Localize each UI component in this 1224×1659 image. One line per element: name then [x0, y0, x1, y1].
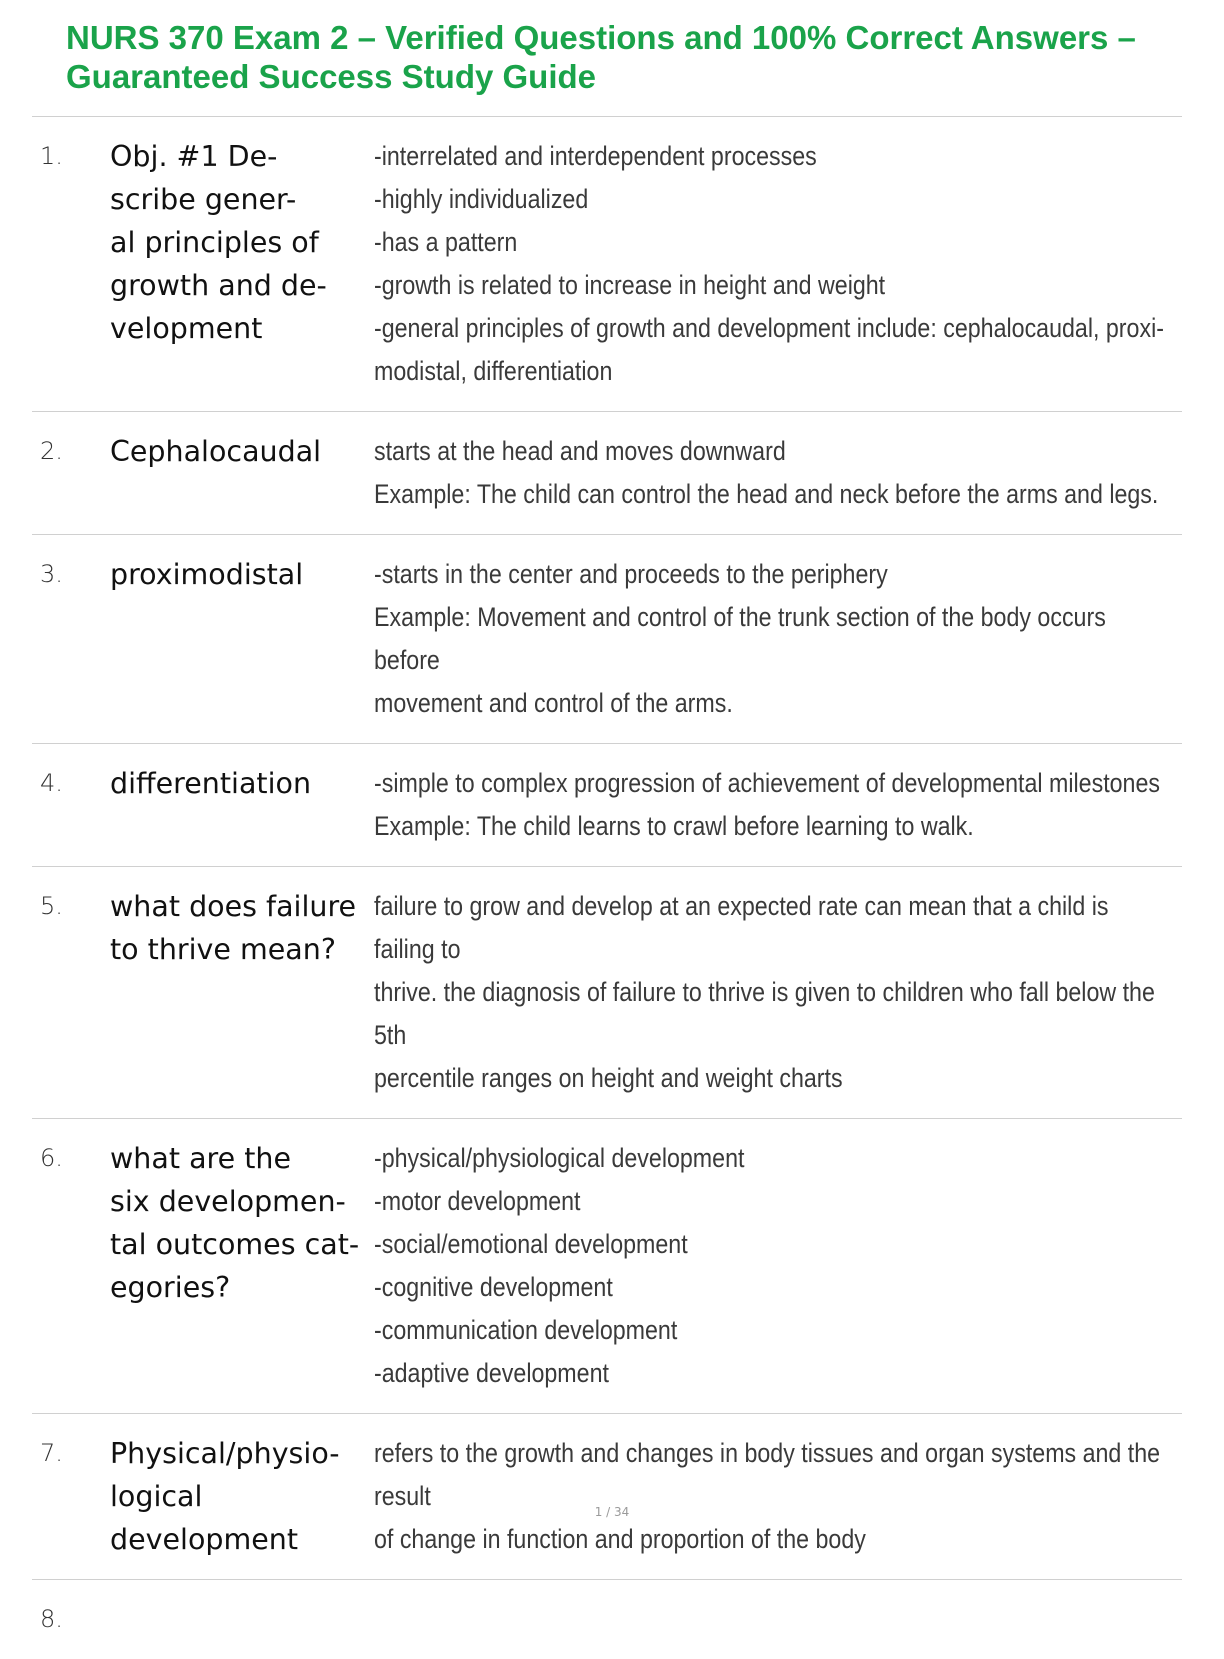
- card-definition: starts at the head and moves downward Example: The child can control the head and neck before the arms and legs.: [374, 436, 1159, 509]
- card-number: 2.: [40, 437, 63, 465]
- card-term: [110, 1598, 374, 1641]
- card-definition: -physical/physiological development -motor development -social/emotional development -cognitive development -communication development -adaptive development: [374, 1143, 745, 1388]
- card-term: differentiation: [110, 767, 312, 800]
- card-number: 3.: [40, 560, 63, 588]
- card-definition: failure to grow and develop at an expected rate can mean that a child is failing to thrive. the diagnosis of failure to thrive is given to children who fall below the 5th percentile ranges on height and weight charts: [374, 891, 1155, 1093]
- flashcard-row: [32, 117, 1182, 412]
- card-term: Physical/physio- logical development: [110, 1437, 340, 1556]
- card-definition: -starts in the center and proceeds to the periphery Example: Movement and control of the trunk section of the body occurs before movement and control of the arms.: [374, 559, 1106, 718]
- card-number: 7.: [40, 1439, 63, 1467]
- page-indicator: 1 / 34: [594, 1505, 630, 1519]
- flashcard-row: [32, 1580, 1182, 1659]
- flashcard-row: [32, 867, 1182, 1119]
- card-number: 5.: [40, 892, 63, 920]
- flashcard-row: [32, 535, 1182, 744]
- card-term: Obj. #1 De- scribe gener- al principles of growth and de- velopment: [110, 140, 327, 345]
- flashcard-row: [32, 412, 1182, 535]
- document-title: NURS 370 Exam 2 – Verified Questions and 100% Correct Answers – Guaranteed Success Study Guide: [66, 19, 1136, 95]
- card-term: what does failure to thrive mean?: [110, 890, 357, 966]
- card-definition: -interrelated and interdependent processes -highly individualized -has a pattern -growth is related to increase in height and weight -general principles of growth and development include: cephalocaudal, proxi- modistal, differentiation: [374, 141, 1164, 386]
- flashcard-list: [32, 117, 1182, 1659]
- flashcard-row: [32, 1119, 1182, 1414]
- card-number: 6.: [40, 1144, 63, 1172]
- card-definition: refers to the growth and changes in body tissues and organ systems and the result of change in function and proportion of the body: [374, 1438, 1161, 1554]
- card-term: what are the six developmen- tal outcomes cat- egories?: [110, 1142, 360, 1304]
- flashcard-row: [32, 744, 1182, 867]
- card-term: Cephalocaudal: [110, 435, 322, 468]
- card-definition: -simple to complex progression of achievement of developmental milestones Example: The child learns to crawl before learning to walk.: [374, 768, 1160, 841]
- flashcard-row: [32, 1414, 1182, 1580]
- card-number: 1.: [40, 142, 63, 170]
- card-number: 8.: [40, 1605, 63, 1633]
- card-number: 4.: [40, 769, 63, 797]
- card-term: proximodistal: [110, 558, 304, 591]
